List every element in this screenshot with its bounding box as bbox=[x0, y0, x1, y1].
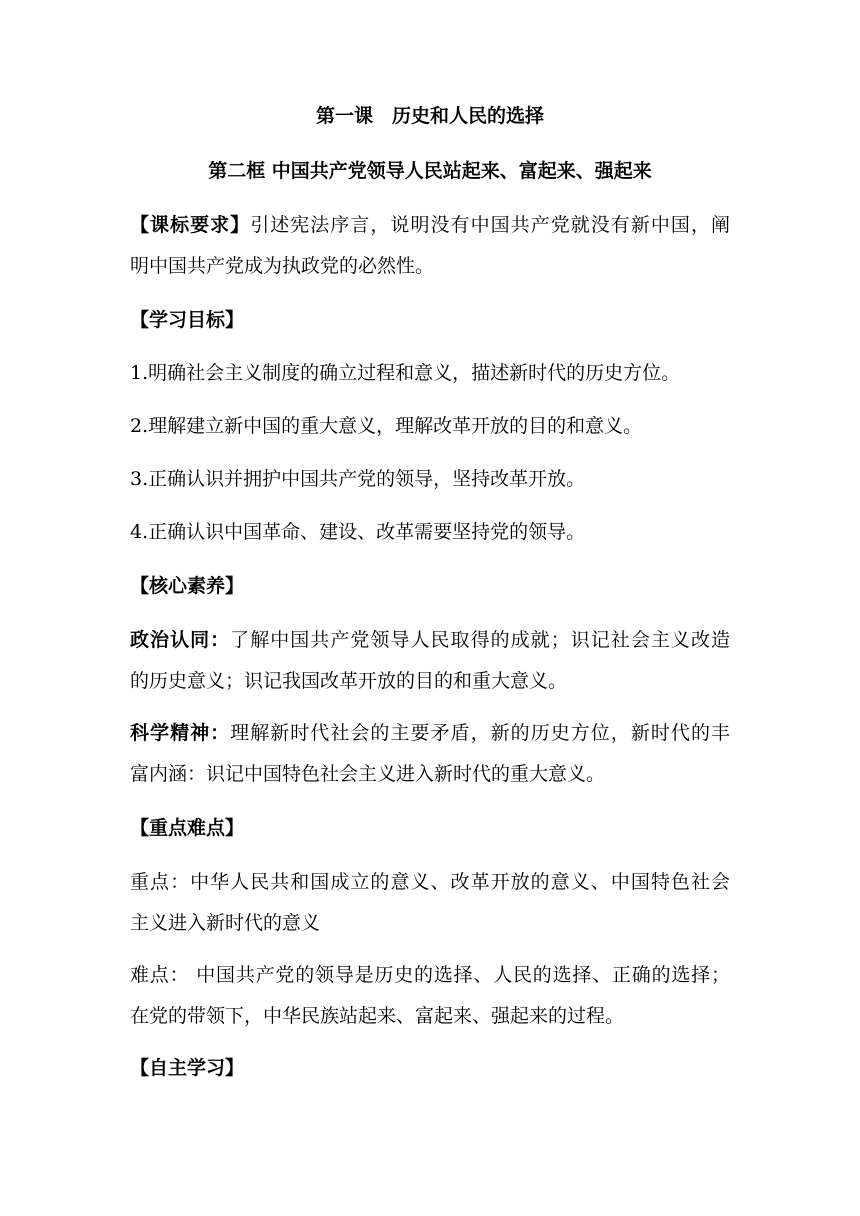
objective-item-2: 2.理解建立新中国的重大意义，理解改革开放的目的和意义。 bbox=[130, 415, 643, 437]
literacy-heading: 【核心素养】 bbox=[130, 575, 245, 597]
key-point-line2: 主义进入新时代的意义 bbox=[130, 912, 321, 934]
curriculum-label: 【课标要求】 bbox=[130, 214, 251, 236]
curriculum-paragraph-line1 bbox=[130, 213, 730, 238]
frame-title: 第二框 中国共产党领导人民站起来、富起来、强起来 bbox=[208, 160, 652, 182]
objective-item-1: 1.明确社会主义制度的确立过程和意义，描述新时代的历史方位。 bbox=[130, 362, 681, 384]
political-label: 政治认同： bbox=[130, 629, 231, 651]
difficult-point-line1: 难点： 中国共产党的领导是历史的选择、人民的选择、正确的选择； bbox=[130, 964, 730, 986]
scientific-paragraph-line1 bbox=[130, 721, 730, 746]
scientific-text-line1: 理解新时代社会的主要矛盾，新的历史方位，新时代的丰 bbox=[230, 722, 730, 744]
key-points-heading: 【重点难点】 bbox=[130, 817, 245, 839]
political-paragraph-line1 bbox=[130, 628, 730, 653]
objectives-heading: 【学习目标】 bbox=[130, 309, 245, 331]
difficult-point-line2: 在党的带领下，中华民族站起来、富起来、强起来的过程。 bbox=[130, 1005, 625, 1027]
objective-item-3: 3.正确认识并拥护中国共产党的领导，坚持改革开放。 bbox=[130, 468, 586, 490]
self-study-heading: 【自主学习】 bbox=[130, 1057, 245, 1079]
curriculum-text-line1: 引述宪法序言，说明没有中国共产党就没有新中国，阐 bbox=[250, 214, 730, 236]
scientific-text-line2: 富内涵：识记中国特色社会主义进入新时代的重大意义。 bbox=[130, 763, 606, 785]
curriculum-text-line2: 明中国共产党成为执政党的必然性。 bbox=[130, 255, 435, 277]
key-point-line1: 重点：中华人民共和国成立的意义、改革开放的意义、中国特色社会 bbox=[130, 871, 730, 893]
lesson-title: 第一课 历史和人民的选择 bbox=[315, 105, 544, 127]
scientific-label: 科学精神： bbox=[130, 722, 231, 744]
political-text-line1: 了解中国共产党领导人民取得的成就；识记社会主义改造 bbox=[230, 629, 730, 651]
objective-item-4: 4.正确认识中国革命、建设、改革需要坚持党的领导。 bbox=[130, 521, 586, 543]
political-text-line2: 的历史意义；识记我国改革开放的目的和重大意义。 bbox=[130, 670, 568, 692]
